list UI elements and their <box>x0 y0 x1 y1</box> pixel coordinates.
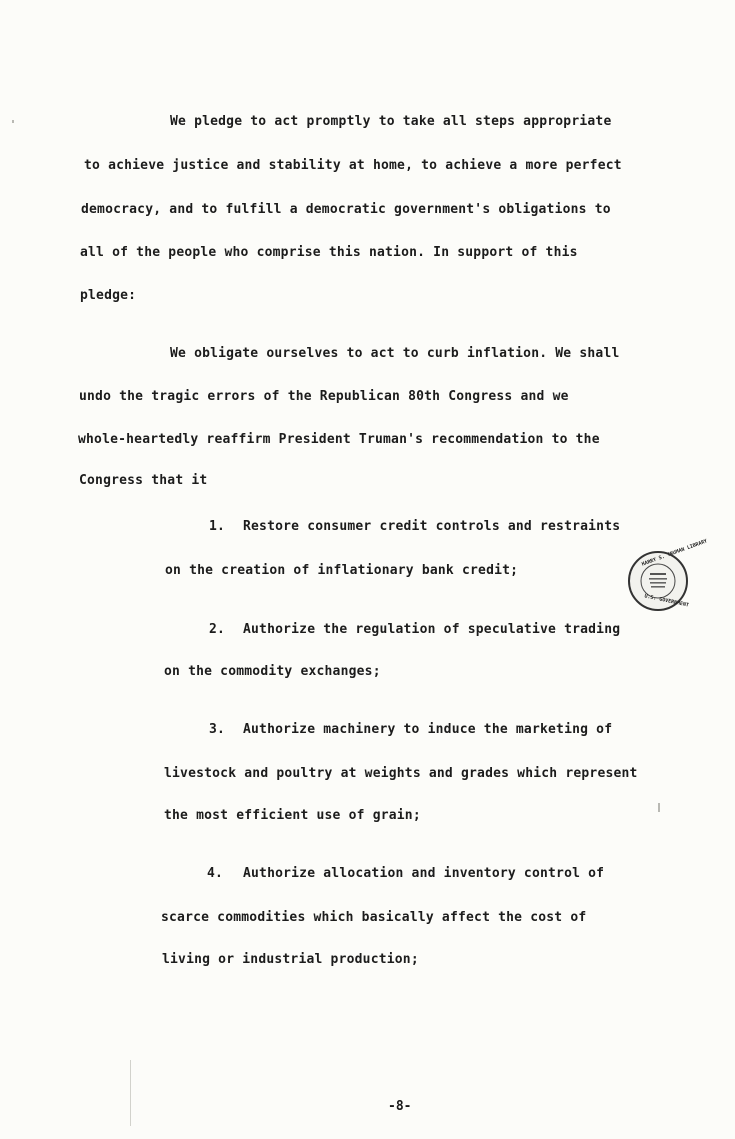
paragraph-2-line-4: Congress that it <box>79 473 208 488</box>
paragraph-1-line-3: democracy, and to fulfill a democratic government's obligations to <box>81 202 611 217</box>
paragraph-1-line-4: all of the people who comprise this nation. In support of this <box>80 245 578 260</box>
list-item-3-line-3: the most efficient use of grain; <box>164 808 421 823</box>
list-item-1-number: 1. <box>209 519 226 534</box>
list-item-4-line-1: Authorize allocation and inventory control of <box>243 866 605 881</box>
list-item-3-line-2: livestock and poultry at weights and grades which represent <box>164 766 638 781</box>
list-item-2-number: 2. <box>209 622 226 637</box>
stamp-sublabel: U.S. GOVERNMENT <box>643 593 690 609</box>
paragraph-2-line-2: undo the tragic errors of the Republican 80th Congress and we <box>79 389 569 404</box>
paragraph-2-line-3: whole-heartedly reaffirm President Truman's recommendation to the <box>78 432 600 447</box>
margin-mark-left <box>12 120 14 123</box>
list-item-4-line-3: living or industrial production; <box>162 952 419 967</box>
list-item-4-line-2: scarce commodities which basically affect the cost of <box>161 910 587 925</box>
list-item-1-line-2: on the creation of inflationary bank credit; <box>165 563 519 578</box>
paragraph-1-line-5: pledge: <box>80 288 137 303</box>
list-item-2-line-2: on the commodity exchanges; <box>164 664 381 679</box>
page-number: -8- <box>388 1099 412 1114</box>
stamp-label: HARRY S. TRUMAN LIBRARY <box>641 538 709 568</box>
list-item-1-line-1: Restore consumer credit controls and restraints <box>243 519 621 534</box>
margin-mark-right <box>658 803 660 812</box>
list-item-3-line-1: Authorize machinery to induce the marketing of <box>243 722 613 737</box>
list-item-2-line-1: Authorize the regulation of speculative trading <box>243 622 621 637</box>
paragraph-2-line-1: We obligate ourselves to act to curb inflation. We shall <box>170 346 620 361</box>
list-item-4-number: 4. <box>207 866 224 881</box>
paragraph-1-line-1: We pledge to act promptly to take all steps appropriate <box>170 114 612 129</box>
scan-line-bottom-left <box>130 1060 131 1126</box>
list-item-3-number: 3. <box>209 722 226 737</box>
paragraph-1-line-2: to achieve justice and stability at home, to achieve a more perfect <box>84 158 622 173</box>
